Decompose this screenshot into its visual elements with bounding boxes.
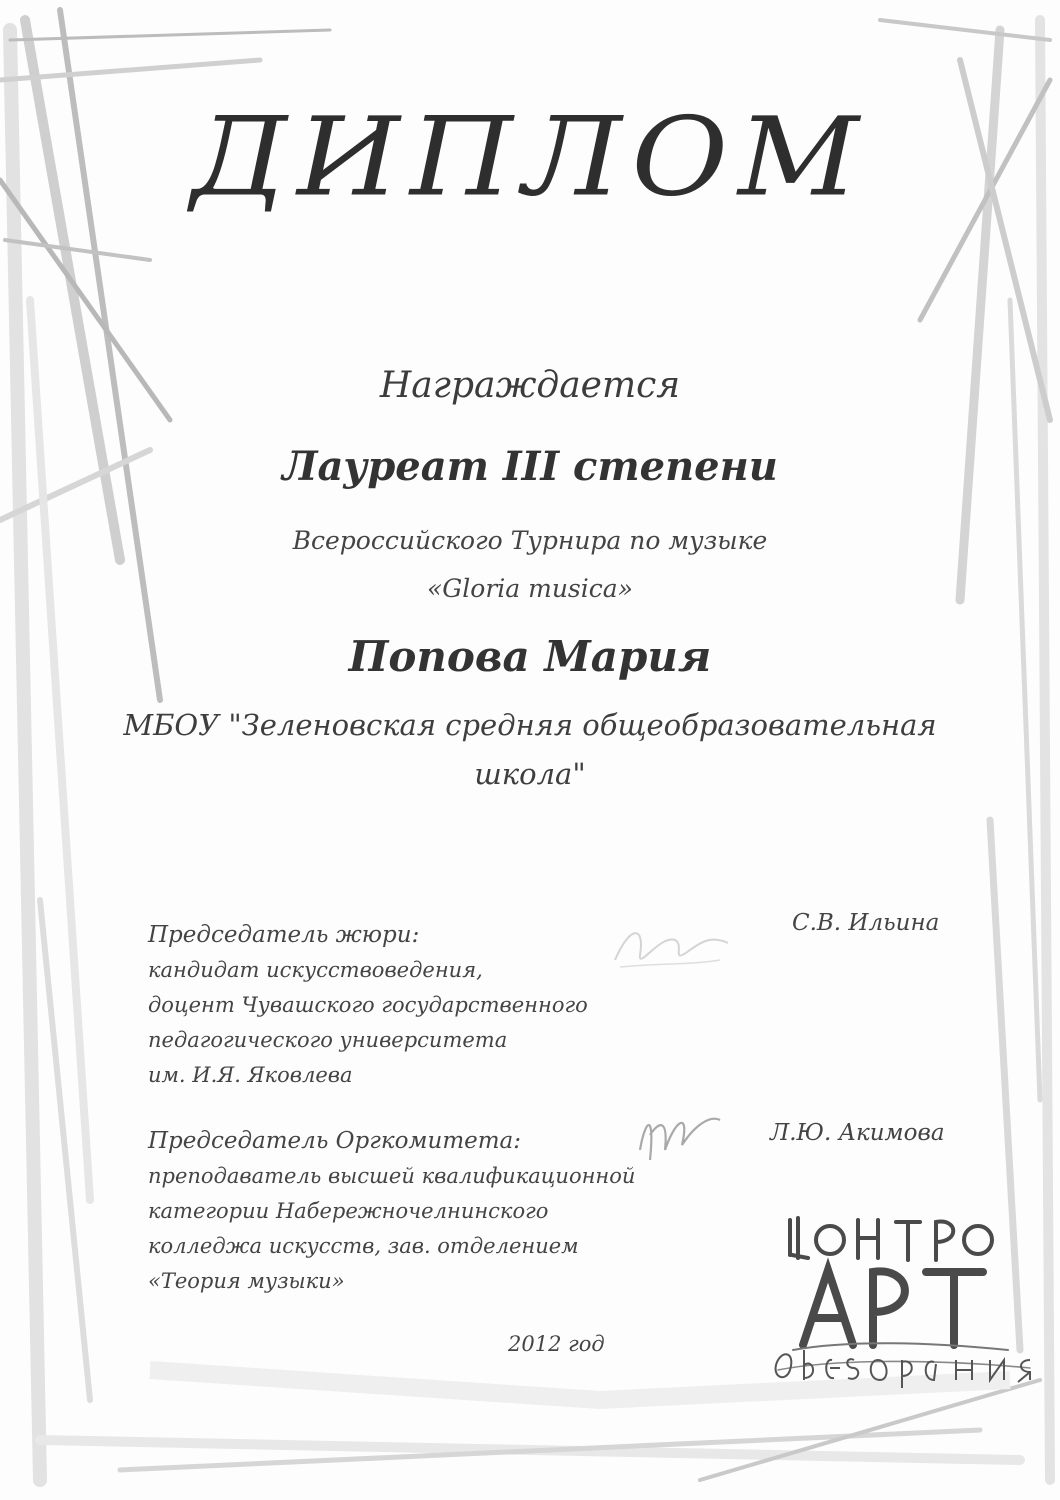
school-line-1: МБОУ "Зеленовская средняя общеобразовательная — [123, 708, 937, 742]
jury-chair-block — [148, 918, 588, 1093]
jury-chair-name: С.В. Ильина — [792, 910, 940, 936]
recipient-name: Попова Мария — [348, 632, 712, 681]
org-chair-line: «Теория музыки» — [148, 1269, 345, 1293]
jury-chair-line: им. И.Я. Яковлева — [148, 1063, 353, 1087]
art-center-logo — [768, 1200, 1038, 1390]
org-chair-line: преподаватель высшей квалификационной — [148, 1164, 636, 1188]
jury-chair-title: Председатель жюри: — [148, 922, 420, 948]
org-chair-block — [148, 1124, 635, 1299]
year-label: 2012 год — [508, 1332, 605, 1356]
degree-text: Лауреат III степени — [282, 443, 778, 490]
org-chair-line: колледжа искусств, зав. отделением — [148, 1234, 579, 1258]
school-line-2: школа" — [474, 757, 586, 791]
org-chair-name: Л.Ю. Акимова — [770, 1120, 945, 1146]
diploma-title: ДИПЛОМ — [191, 93, 869, 221]
jury-chair-line: доцент Чувашского государственного — [148, 993, 588, 1017]
tournament-name: «Gloria musica» — [427, 574, 633, 603]
jury-chair-line: кандидат искусствоведения, — [148, 958, 483, 982]
jury-signature — [600, 905, 740, 985]
org-signature — [620, 1090, 730, 1180]
org-chair-line: категории Набережночелнинского — [148, 1199, 549, 1223]
org-chair-title: Председатель Оргкомитета: — [148, 1128, 522, 1154]
jury-chair-line: педагогического университета — [148, 1028, 508, 1052]
award-label: Награждается — [379, 365, 681, 406]
tournament-line: Всероссийского Турнира по музыке — [292, 526, 768, 555]
